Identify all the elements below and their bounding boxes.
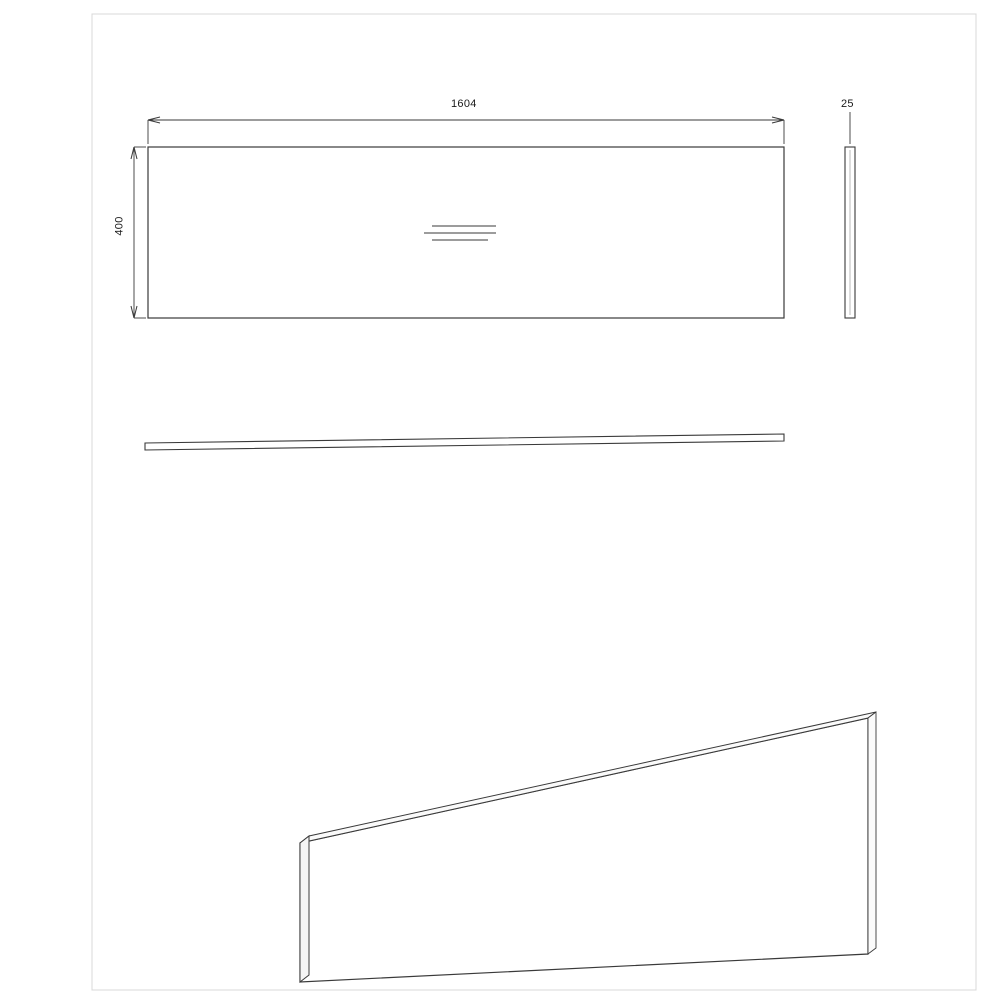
iso-right-edge — [868, 712, 876, 954]
side-elevation-view — [845, 147, 855, 318]
dimension-width-label: 1604 — [451, 98, 477, 110]
dimension-height-label: 400 — [113, 216, 126, 236]
iso-left-edge — [300, 836, 309, 982]
dimension-thickness-label: 25 — [841, 98, 854, 110]
front-elevation-view — [148, 147, 784, 318]
